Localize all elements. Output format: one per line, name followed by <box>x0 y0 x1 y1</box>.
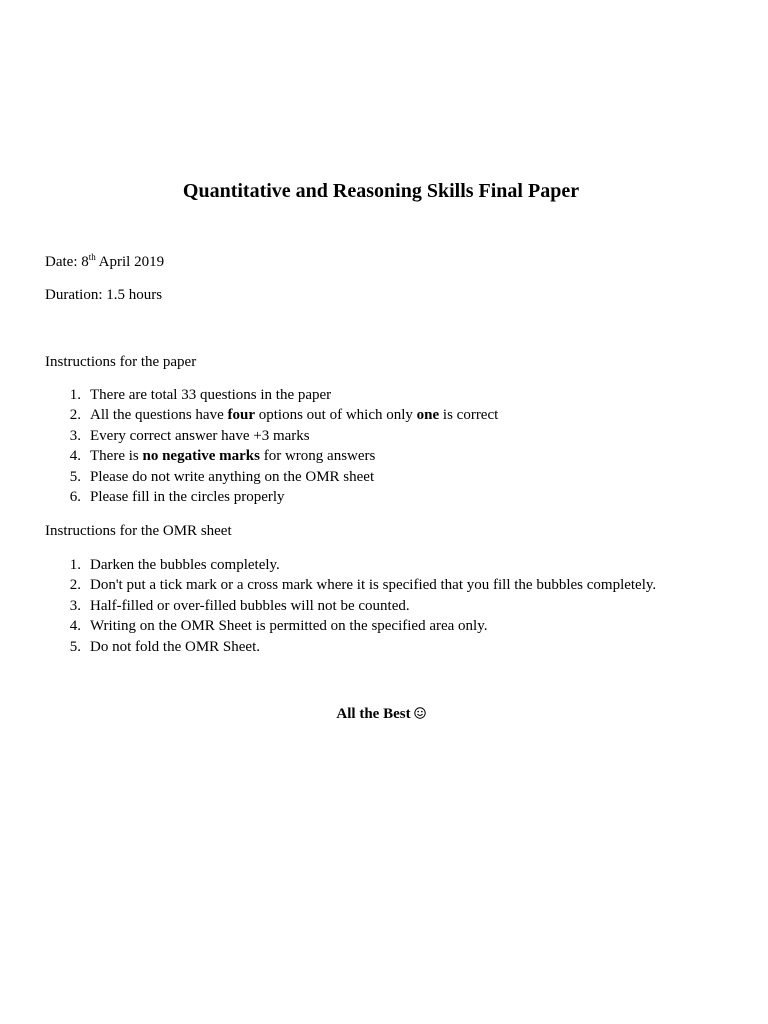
text-segment: Darken the bubbles completely. <box>90 557 280 573</box>
omr-instructions-heading: Instructions for the OMR sheet <box>45 523 232 539</box>
text-segment: Do not fold the OMR Sheet. <box>90 638 260 655</box>
list-item-number: 3. <box>69 597 81 614</box>
closing-message <box>0 704 762 724</box>
list-item-text <box>90 405 498 425</box>
list-item-text <box>90 637 260 657</box>
list-item-text <box>90 385 331 405</box>
date-day: 8 <box>81 254 89 270</box>
list-item-text <box>90 596 410 616</box>
list-item-number: 4. <box>69 618 81 635</box>
text-segment: options out of which only <box>254 407 417 424</box>
paper-instructions-heading: Instructions for the paper <box>45 354 197 370</box>
list-item-text <box>90 616 488 636</box>
closing-text: All the Best <box>336 706 411 722</box>
text-segment: for wrong answers <box>259 448 376 465</box>
text-segment: Please do not write anything on the OMR sheet <box>90 468 375 485</box>
text-segment: is correct <box>439 407 499 424</box>
emphasis-text: no negative marks <box>142 448 260 465</box>
date-month-year: April 2019 <box>95 254 165 270</box>
list-item-text <box>90 467 374 487</box>
list-item-number: 5. <box>69 468 81 485</box>
exam-date <box>45 252 164 272</box>
text-segment: There is <box>90 448 143 465</box>
text-segment: Please fill in the circles properly <box>90 488 285 505</box>
emphasis-text: four <box>227 407 255 424</box>
list-item-text <box>90 487 285 507</box>
text-segment: Don't put a tick mark or a cross mark where it is specified that you fill the bubbles completely. <box>90 577 657 594</box>
list-item-number: 3. <box>69 427 81 444</box>
list-item-text <box>90 575 656 595</box>
list-item-number: 1. <box>69 557 81 573</box>
text-segment: All the questions have <box>90 407 228 424</box>
text-segment: Half-filled or over-filled bubbles will not be counted. <box>90 597 410 614</box>
list-item-number: 4. <box>69 448 81 465</box>
list-item-text <box>90 555 280 575</box>
list-item-number: 5. <box>69 638 81 655</box>
smiley-face-icon <box>414 707 426 719</box>
date-day-suffix: th <box>88 252 96 262</box>
text-segment: There are total 33 questions in the paper <box>90 387 332 403</box>
exam-duration: Duration: 1.5 hours <box>45 287 163 303</box>
list-item-number: 2. <box>69 577 81 594</box>
list-item-number: 2. <box>69 407 81 424</box>
list-item-text <box>90 426 310 446</box>
page-title: Quantitative and Reasoning Skills Final Paper <box>182 180 580 202</box>
list-item-number: 6. <box>69 488 81 505</box>
text-segment: Writing on the OMR Sheet is permitted on the specified area only. <box>90 618 488 635</box>
text-segment: Every correct answer have +3 marks <box>90 427 310 444</box>
list-item-number: 1. <box>69 387 81 403</box>
list-item-text <box>90 446 375 466</box>
date-label: Date: <box>45 254 82 270</box>
emphasis-text: one <box>416 407 440 424</box>
